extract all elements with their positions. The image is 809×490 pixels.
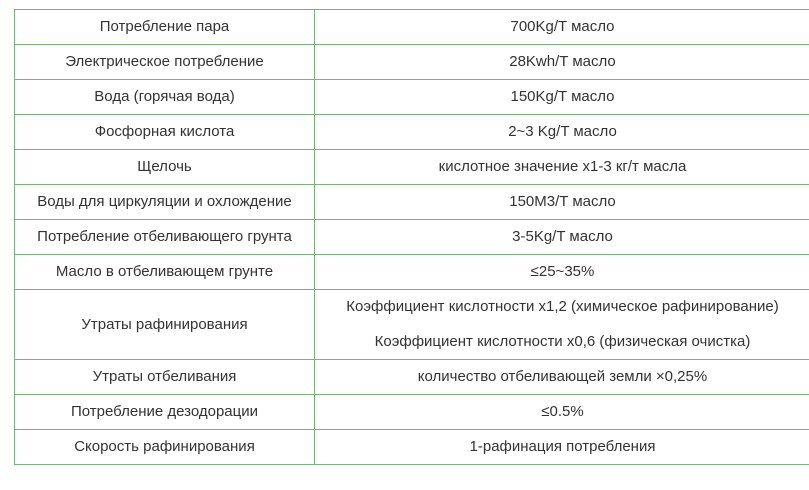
row-label: Вода (горячая вода)	[15, 80, 315, 115]
consumption-table	[14, 9, 809, 465]
row-value	[315, 290, 809, 360]
row-value-line: 2~3 Kg/T масло	[508, 123, 617, 140]
table-row	[15, 45, 809, 80]
row-label: Потребление отбеливающего грунта	[15, 220, 315, 255]
row-value-line: Коэффициент кислотности x1,2 (химическое рафинирование)	[346, 298, 779, 315]
table-body	[15, 10, 809, 465]
row-label: Утраты рафинирования	[15, 290, 315, 360]
row-label: Потребление пара	[15, 10, 315, 45]
row-label: Потребление дезодорации	[15, 395, 315, 430]
row-value-line: 3-5Kg/T масло	[512, 228, 613, 245]
row-value-line: Коэффициент кислотности x0,6 (физическая очистка)	[374, 333, 751, 350]
table-row	[15, 360, 809, 395]
row-value-line: 150M3/T масло	[509, 193, 616, 210]
table-row	[15, 80, 809, 115]
row-label: Щелочь	[15, 150, 315, 185]
row-label: Фосфорная кислота	[15, 115, 315, 150]
row-value-line: 700Kg/T масло	[510, 18, 615, 35]
table-row	[15, 290, 809, 360]
row-label: Воды для циркуляции и охлождение	[15, 185, 315, 220]
table-row	[15, 185, 809, 220]
table-row	[15, 10, 809, 45]
table-row	[15, 255, 809, 290]
row-value	[315, 255, 809, 290]
table-row	[15, 115, 809, 150]
table-row	[15, 430, 809, 465]
row-value	[315, 115, 809, 150]
row-label: Утраты отбеливания	[15, 360, 315, 395]
row-value	[315, 185, 809, 220]
row-value	[315, 45, 809, 80]
row-label: Электрическое потребление	[15, 45, 315, 80]
row-value-line: ≤0.5%	[541, 403, 584, 420]
row-value-line: кислотное значение x1-3 кг/т масла	[438, 158, 687, 175]
row-value	[315, 150, 809, 185]
row-value	[315, 360, 809, 395]
row-value	[315, 220, 809, 255]
table-row	[15, 150, 809, 185]
table-row	[15, 395, 809, 430]
row-value-line: ≤25~35%	[530, 263, 595, 280]
row-value	[315, 430, 809, 465]
row-value	[315, 395, 809, 430]
row-value-line: 1-рафинация потребления	[469, 438, 656, 455]
row-value-line: 150Kg/T масло	[510, 88, 615, 105]
row-value	[315, 10, 809, 45]
row-label: Скорость рафинирования	[15, 430, 315, 465]
row-value-line: 28Kwh/T масло	[509, 53, 616, 70]
row-label: Масло в отбеливающем грунте	[15, 255, 315, 290]
row-value-line: количество отбеливающей земли ×0,25%	[417, 368, 708, 385]
table-row	[15, 220, 809, 255]
row-value	[315, 80, 809, 115]
